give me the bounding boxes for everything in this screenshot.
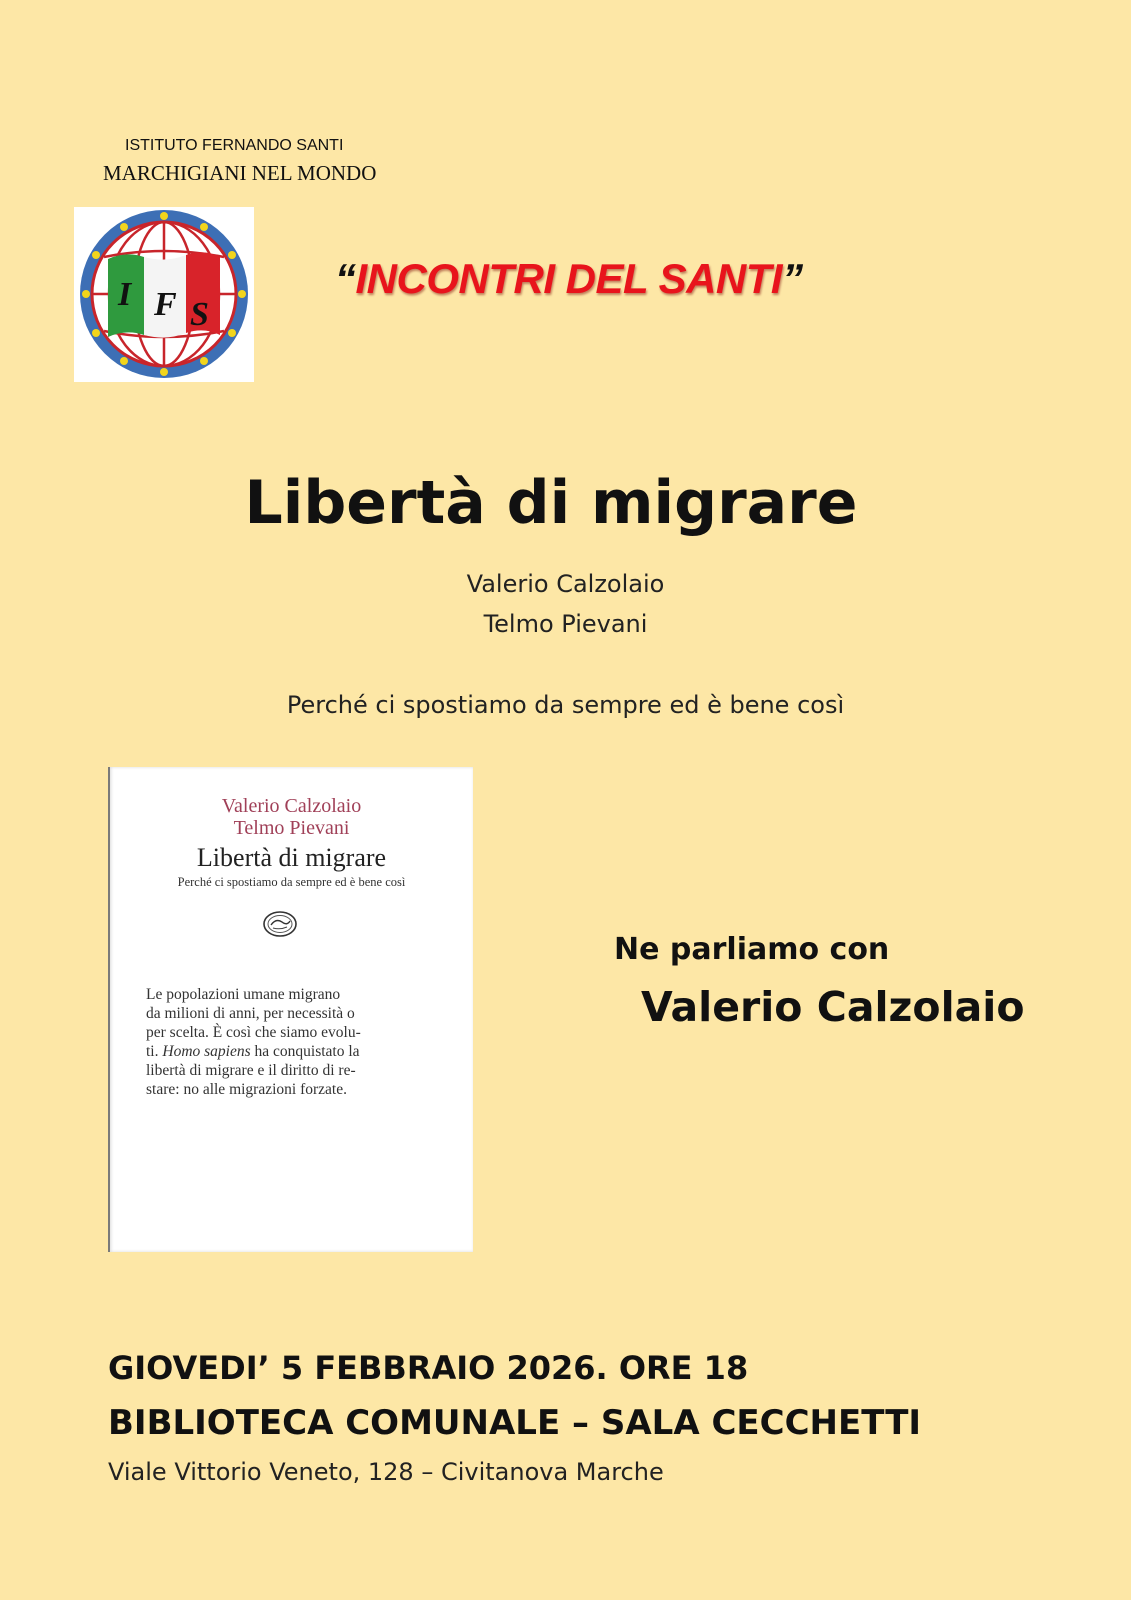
- cover-title: Libertà di migrare: [196, 843, 387, 872]
- talk-intro: Ne parliamo con: [614, 932, 890, 967]
- series-open-quote: “: [335, 255, 356, 302]
- blurb-line: libertà di migrare e il diritto di re-: [146, 1062, 356, 1079]
- blurb-line: stare: no alle migrazioni forzate.: [146, 1081, 347, 1098]
- cover-author-2: Telmo Pievani: [233, 817, 350, 839]
- author-2: Telmo Pievani: [483, 610, 648, 638]
- cover-author-1: Valerio Calzolaio: [221, 795, 362, 817]
- institute-name: ISTITUTO FERNANDO SANTI: [125, 137, 344, 154]
- blurb-species: Homo sapiens: [162, 1043, 251, 1060]
- event-venue: BIBLIOTECA COMUNALE – SALA CECCHETTI: [108, 1403, 922, 1443]
- series-title: [335, 255, 803, 303]
- cover-blurb: [146, 985, 446, 1099]
- series-close-quote: ”: [782, 255, 803, 302]
- book-title: Libertà di migrare: [244, 468, 858, 538]
- blurb-fragment: ha conquistato la: [254, 1043, 360, 1060]
- book-cover: [108, 767, 473, 1252]
- speaker-name: Valerio Calzolaio: [641, 983, 1025, 1031]
- cover-subtitle: Perché ci spostiamo da sempre ed è bene così: [177, 875, 406, 889]
- book-subtitle: Perché ci spostiamo da sempre ed è bene così: [286, 691, 845, 719]
- blurb-line: Le popolazioni umane migrano: [146, 986, 341, 1003]
- blurb-line: [146, 1042, 446, 1061]
- institute-subtitle: MARCHIGIANI NEL MONDO: [103, 161, 377, 185]
- logo-letter-f: F: [154, 286, 177, 323]
- ifs-logo: [74, 207, 254, 382]
- blurb-fragment: ti.: [146, 1043, 159, 1060]
- logo-letter-s: S: [190, 296, 209, 333]
- ifs-globe-icon: [74, 207, 254, 382]
- logo-letter-i: I: [118, 276, 132, 313]
- event-date: GIOVEDI’ 5 FEBBRAIO 2026. ORE 18: [108, 1349, 749, 1387]
- series-name: INCONTRI DEL SANTI: [355, 255, 783, 302]
- blurb-line: per scelta. È così che siamo evolu-: [146, 1024, 361, 1041]
- publisher-emblem-icon: [262, 910, 298, 942]
- blurb-line: da milioni di anni, per necessità o: [146, 1005, 355, 1022]
- author-1: Valerio Calzolaio: [466, 570, 665, 598]
- event-address: Viale Vittorio Veneto, 128 – Civitanova Marche: [108, 1458, 664, 1486]
